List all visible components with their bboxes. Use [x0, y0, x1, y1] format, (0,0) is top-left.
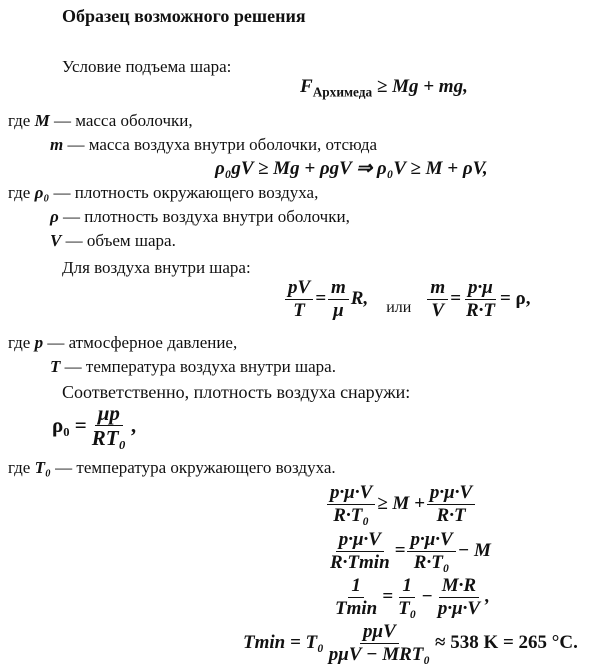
equation-c [330, 576, 490, 619]
solution-title: Образец возможного решения [62, 6, 306, 26]
fraction-a1: $\frac{p\cdot\mu\cdot V}{\text{R·T₀}}$ [327, 483, 375, 526]
final-result: ≈ 538 K = 265 °C. [435, 632, 578, 654]
fraction-c3: $\frac{M\cdot R}{p\cdot\mu\cdot V}$ [437, 575, 481, 619]
fraction-b2: $\frac{p\cdot\mu\cdot V}{\text{R·T₀}}$ [407, 530, 455, 573]
definition-rho0 [8, 183, 318, 203]
equation-state: $\frac{pV}{T}$ = $\frac{m}{\mu}$ R, или $\frac{m}{V}$ = $\frac{p\cdot\mu}{R\cdot T}$ = ρ, [283, 278, 530, 321]
equation-b [325, 530, 491, 573]
or-word: или [386, 299, 412, 317]
condition-rhs: ≥ Mg + mg, [372, 76, 468, 97]
def-text: — плотность окружающего воздуха, [53, 183, 319, 202]
equation-condition [300, 76, 468, 101]
state-rho: = ρ, [499, 288, 531, 310]
eq-c-minus: − [421, 586, 433, 608]
def-symbol: T [50, 357, 61, 376]
intro-text: Условие подъема шара: [62, 57, 232, 76]
equation-final [243, 622, 578, 665]
inside-air-text: Для воздуха внутри шара: [62, 258, 251, 277]
fraction-c1: $\frac{1}{Tmin}$ [335, 575, 378, 619]
def-text: — температура окружающего воздуха. [55, 458, 336, 477]
outside-air-text: Соответственно, плотность воздуха снаружи: [62, 382, 411, 402]
def-symbol: V [50, 231, 62, 250]
def-text: — масса воздуха внутри оболочки, отсюда [67, 135, 378, 154]
rho0-comma: , [130, 413, 137, 438]
definition-T0 [8, 458, 336, 478]
def-prefix: где [8, 183, 31, 202]
fraction-final: $\frac{\text{pμV}}{\text{pμV − MRT₀}}$ [328, 621, 431, 665]
def-text: — объем шара. [65, 231, 176, 250]
eq-c-after: , [485, 586, 490, 608]
equation-a [325, 483, 477, 526]
def-prefix: где [8, 111, 31, 130]
definition-m [50, 135, 377, 155]
eq-c-mid: = [382, 586, 394, 608]
state-R: R, [350, 288, 369, 310]
rho0-lhs: ρ₀ = [52, 413, 87, 438]
fraction-mup-RT0: $\frac{\mu p}{\text{RT₀}}$ [91, 401, 126, 451]
def-symbol: m [50, 135, 64, 154]
fraction-m-V: $\frac{m}{V}$ [427, 278, 448, 321]
force-subscript: Архимеда [312, 84, 373, 100]
fraction-b1: $\frac{p\cdot\mu\cdot V}{R\cdot Tmin}$ [330, 529, 390, 573]
def-prefix: где [8, 333, 31, 352]
eq-a-mid: ≥ M + [377, 493, 425, 515]
def-text: — температура воздуха внутри шара. [64, 357, 336, 376]
equation-density: ρ₀gV ≥ Mg + ρgV ⇒ ρ₀V ≥ M + ρV, [215, 158, 488, 179]
def-symbol: ρ₀ [34, 183, 50, 202]
def-text: — атмосферное давление, [47, 333, 238, 352]
def-prefix: где [8, 458, 31, 477]
def-symbol: M [34, 111, 50, 130]
final-lhs: Tmin = T₀ [243, 632, 324, 654]
def-text: — плотность воздуха внутри оболочки, [63, 207, 350, 226]
def-text: — масса оболочки, [53, 111, 193, 130]
definition-M [8, 111, 193, 131]
def-symbol: ρ [50, 207, 59, 226]
def-symbol: p [34, 333, 44, 352]
eq-b-after: − M [457, 540, 491, 562]
definition-T [50, 357, 336, 377]
equation-rho0 [52, 402, 136, 449]
fraction-pmu-RT: $\frac{p\cdot\mu}{R\cdot T}$ [465, 277, 495, 321]
def-symbol: T₀ [34, 458, 51, 477]
fraction-c2: $\frac{1}{\text{T₀}}$ [398, 575, 417, 619]
fraction-pV-T: $\frac{pV}{T}$ [285, 278, 313, 321]
definition-p [8, 333, 237, 353]
fraction-a2: $\frac{p\cdot\mu\cdot V}{R\cdot T}$ [427, 483, 475, 526]
definition-V [50, 231, 176, 251]
force-symbol: F [300, 76, 313, 97]
fraction-m-mu: $\frac{m}{\mu}$ [328, 278, 349, 321]
eq-b-mid: = [394, 540, 406, 562]
definition-rho [50, 207, 350, 227]
